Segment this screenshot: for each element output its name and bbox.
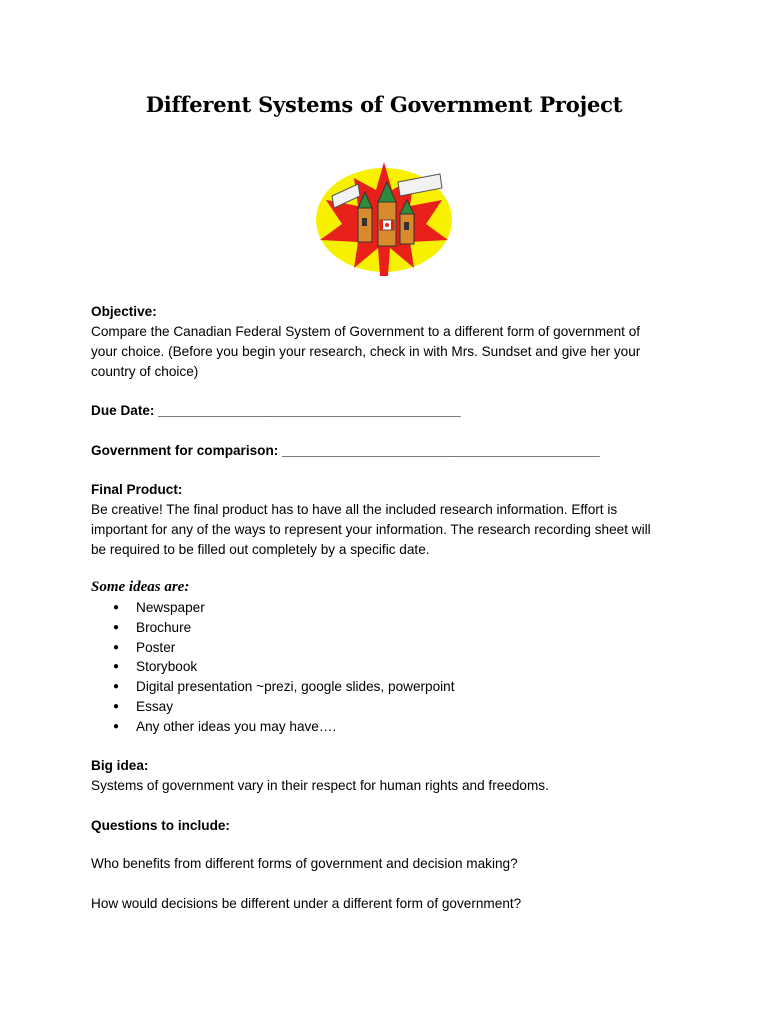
objective-line: Compare the Canadian Federal System of Government to a different form of government of (91, 324, 641, 339)
page-title: Different Systems of Government Project (145, 92, 623, 117)
ideas-list (111, 598, 455, 737)
objective-label: Objective: (91, 304, 157, 319)
big-idea-section (91, 756, 691, 796)
question-item: How would decisions be different under a different form of government? (91, 896, 522, 911)
list-item: ● Digital presentation ~prezi, google slides, powerpoint (111, 677, 455, 697)
parliament-maple-leaf-clipart-icon (314, 156, 454, 280)
final-product-line: important for any of the ways to represent your information. The research recording sheet will (91, 522, 651, 537)
list-item: ● Poster (111, 638, 455, 658)
due-date-label: Due Date: (91, 403, 155, 418)
objective-line: country of choice) (91, 364, 199, 379)
list-item: ● Any other ideas you may have…. (111, 717, 455, 737)
due-date-blank: ________________________________________ (158, 403, 461, 418)
due-date-field (91, 401, 691, 421)
questions-label: Questions to include: (91, 818, 230, 833)
final-product-line: Be creative! The final product has to have all the included research information. Effort is (91, 502, 618, 517)
comparison-blank: __________________________________________ (282, 443, 600, 458)
list-item: ● Essay (111, 697, 455, 717)
list-item: ● Newspaper (111, 598, 455, 618)
final-product-label: Final Product: (91, 482, 183, 497)
final-product-line: be required to be filled out completely by a specific date. (91, 542, 430, 557)
objective-section (91, 302, 691, 382)
final-product-section (91, 480, 691, 560)
list-item: ● Brochure (111, 618, 455, 638)
comparison-label: Government for comparison: (91, 443, 279, 458)
question-item: Who benefits from different forms of government and decision making? (91, 856, 518, 871)
list-item: ● Storybook (111, 657, 455, 677)
big-idea-label: Big idea: (91, 758, 149, 773)
comparison-field (91, 441, 691, 461)
objective-line: your choice. (Before you begin your research, check in with Mrs. Sundset and give her your (91, 344, 641, 359)
big-idea-text: Systems of government vary in their respect for human rights and freedoms. (91, 778, 549, 793)
ideas-heading: Some ideas are: (91, 579, 190, 595)
